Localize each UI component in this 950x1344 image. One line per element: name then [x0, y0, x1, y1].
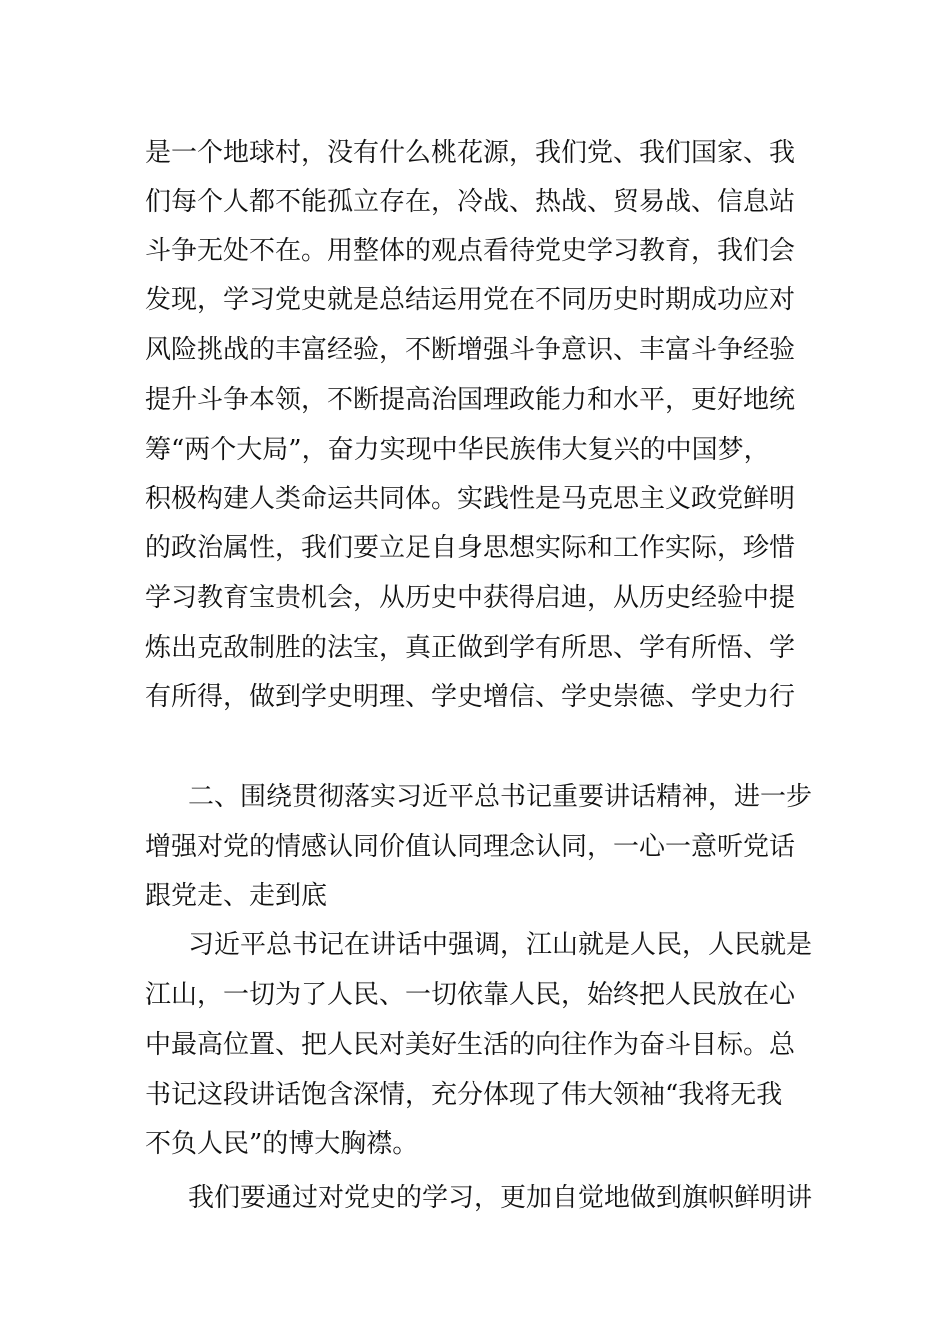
text-line: 书记这段讲话饱含深情，充分体现了伟大领袖“我将无我 — [145, 1080, 783, 1110]
text-line: 江山，一切为了人民、一切依靠人民，始终把人民放在心 — [145, 980, 796, 1010]
text-line: 我们要通过对党史的学习，更加自觉地做到旗帜鲜明讲 — [188, 1183, 813, 1213]
text-line: 有所得，做到学史明理、学史增信、学史崇德、学史力行 — [145, 682, 796, 712]
text-line: 斗争无处不在。用整体的观点看待党史学习教育，我们会 — [145, 236, 796, 266]
text-line: 不负人民”的博大胸襟。 — [145, 1129, 419, 1159]
text-line: 们每个人都不能孤立存在，冷战、热战、贸易战、信息站 — [145, 187, 796, 217]
text-line: 习近平总书记在讲话中强调，江山就是人民，人民就是 — [188, 930, 813, 960]
text-line: 风险挑战的丰富经验，不断增强斗争意识、丰富斗争经验 — [145, 335, 796, 365]
text-line: 是一个地球村，没有什么桃花源，我们党、我们国家、我 — [145, 138, 796, 168]
text-line: 提升斗争本领，不断提高治国理政能力和水平，更好地统 — [145, 385, 796, 415]
text-line: 发现，学习党史就是总结运用党在不同历史时期成功应对 — [145, 285, 796, 315]
text-line: 积极构建人类命运共同体。实践性是马克思主义政党鲜明 — [145, 484, 796, 514]
text-line: 的政治属性，我们要立足自身思想实际和工作实际，珍惜 — [145, 533, 796, 563]
heading-line: 二、围绕贯彻落实习近平总书记重要讲话精神，进一步 — [188, 782, 813, 812]
text-line: 炼出克敌制胜的法宝，真正做到学有所思、学有所悟、学 — [145, 633, 796, 663]
heading-line: 增强对党的情感认同价值认同理念认同，一心一意听党话 — [145, 832, 796, 862]
text-line: 筹“两个大局”，奋力实现中华民族伟大复兴的中国梦， — [145, 435, 770, 465]
text-line: 中最高位置、把人民对美好生活的向往作为奋斗目标。总 — [145, 1030, 796, 1060]
text-line: 学习教育宝贵机会，从历史中获得启迪，从历史经验中提 — [145, 583, 796, 613]
heading-line: 跟党走、走到底 — [145, 881, 328, 911]
